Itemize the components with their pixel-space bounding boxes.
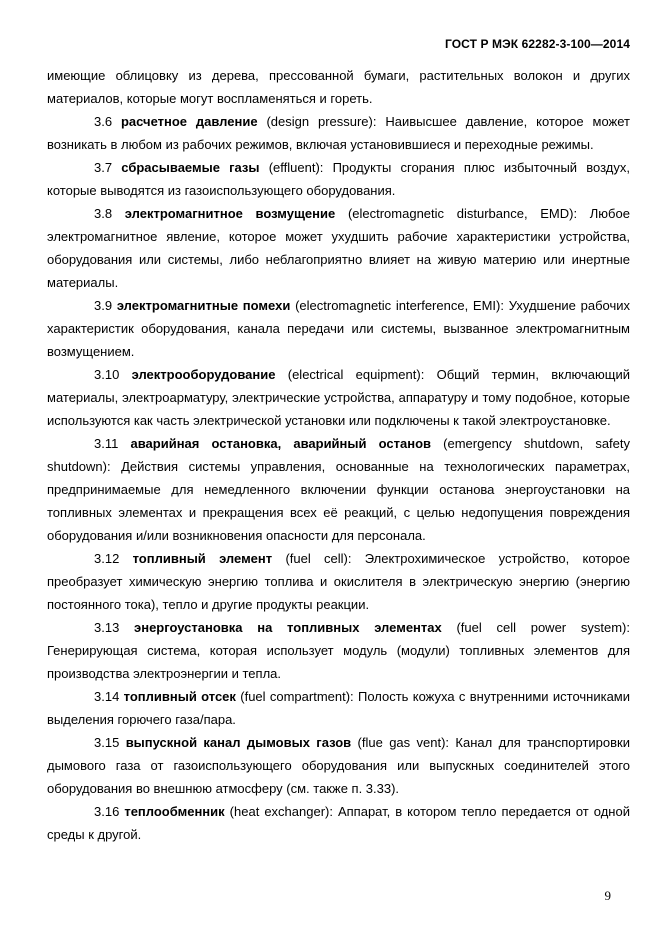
term-definition: (emergency shutdown, safety shutdown): Действия системы управления, основанные на технологических параметрах, предпринимаемые для немедленного включении функции останова энергоустановки на топливных элементах и прекращения всех её реакций, с целью недопущения повреждения оборудования и/или возникновения опасности для персонала.	[47, 436, 630, 543]
document-header: ГОСТ Р МЭК 62282-3-100—2014	[445, 37, 630, 51]
term-title: электромагнитное возмущение	[124, 206, 336, 221]
term-title: топливный отсек	[123, 689, 236, 704]
term-definition: (flue gas vent): Канал для транспортировки дымового газа от газоиспользующего оборудования или выпускных соединителей этого оборудования во внешнюю атмосферу (см. также п. 3.33).	[47, 735, 630, 796]
term-title: электромагнитные помехи	[116, 298, 291, 313]
term-number: 3.9	[94, 298, 113, 313]
term-3-13	[47, 616, 630, 685]
term-3-6	[47, 110, 630, 156]
term-title: теплообменник	[124, 804, 225, 819]
term-definition: (fuel cell power system): Генерирующая система, которая использует модуль (модули) топливных элементов для производства электроэнергии и тепла.	[47, 620, 630, 681]
term-definition: (electromagnetic interference, EMI): Ухудшение рабочих характеристик оборудования, канала передачи или системы, вызванное электромагнитным возмущением.	[47, 298, 630, 359]
term-definition: (fuel compartment): Полость кожуха с внутренними источниками выделения горючего газа/пара.	[47, 689, 630, 727]
term-definition: (effluent): Продукты сгорания плюс избыточный воздух, которые выводятся из газоиспользующего оборудования.	[47, 160, 630, 198]
term-3-16	[47, 800, 630, 846]
term-3-11	[47, 432, 630, 547]
term-number: 3.6	[94, 114, 113, 129]
term-title: аварийная остановка, аварийный останов	[130, 436, 432, 451]
term-3-8	[47, 202, 630, 294]
term-number: 3.11	[94, 436, 119, 451]
term-number: 3.8	[94, 206, 113, 221]
term-3-15	[47, 731, 630, 800]
term-title: электрооборудование	[131, 367, 276, 382]
term-3-10	[47, 363, 630, 432]
term-definition: (design pressure): Наивысшее давление, которое может возникать в любом из рабочих режимов, включая установившиеся и переходные режимы.	[47, 114, 630, 152]
term-title: расчетное давление	[120, 114, 258, 129]
term-title: сбрасываемые газы	[121, 160, 260, 175]
term-definition: (electrical equipment): Общий термин, включающий материалы, электроарматуру, электрические устройства, аппаратуру и тому подобное, которые используются как часть электрической установки или подключены к такой электроустановке.	[47, 367, 630, 428]
term-title: энергоустановка на топливных элементах	[134, 620, 442, 635]
term-number: 3.16	[94, 804, 120, 819]
term-number: 3.14	[94, 689, 120, 704]
term-3-9	[47, 294, 630, 363]
term-title: выпускной канал дымовых газов	[125, 735, 352, 750]
term-number: 3.15	[94, 735, 120, 750]
document-body	[47, 64, 630, 846]
term-3-7	[47, 156, 630, 202]
term-definition: (heat exchanger): Аппарат, в котором тепло передается от одной среды к другой.	[47, 804, 630, 842]
term-definition: (electromagnetic disturbance, EMD): Любое электромагнитное явление, которое может ухудшить рабочие характеристики устройства, оборудования или системы, либо неблагоприятно влияет на живую материю или инертные материалы.	[47, 206, 630, 290]
term-number: 3.7	[94, 160, 113, 175]
term-3-14	[47, 685, 630, 731]
continuation-paragraph: имеющие облицовку из дерева, прессованной бумаги, растительных волокон и других материалов, которые могут воспламеняться и гореть.	[47, 68, 630, 106]
term-3-12	[47, 547, 630, 616]
term-definition: (fuel cell): Электрохимическое устройство, которое преобразует химическую энергию топлива и окислителя в электрическую энергию (энергию постоянного тока), тепло и другие продукты реакции.	[47, 551, 630, 612]
term-title: топливный элемент	[132, 551, 273, 566]
term-number: 3.13	[94, 620, 120, 635]
term-number: 3.12	[94, 551, 120, 566]
term-number: 3.10	[94, 367, 120, 382]
page-number: 9	[604, 888, 611, 903]
